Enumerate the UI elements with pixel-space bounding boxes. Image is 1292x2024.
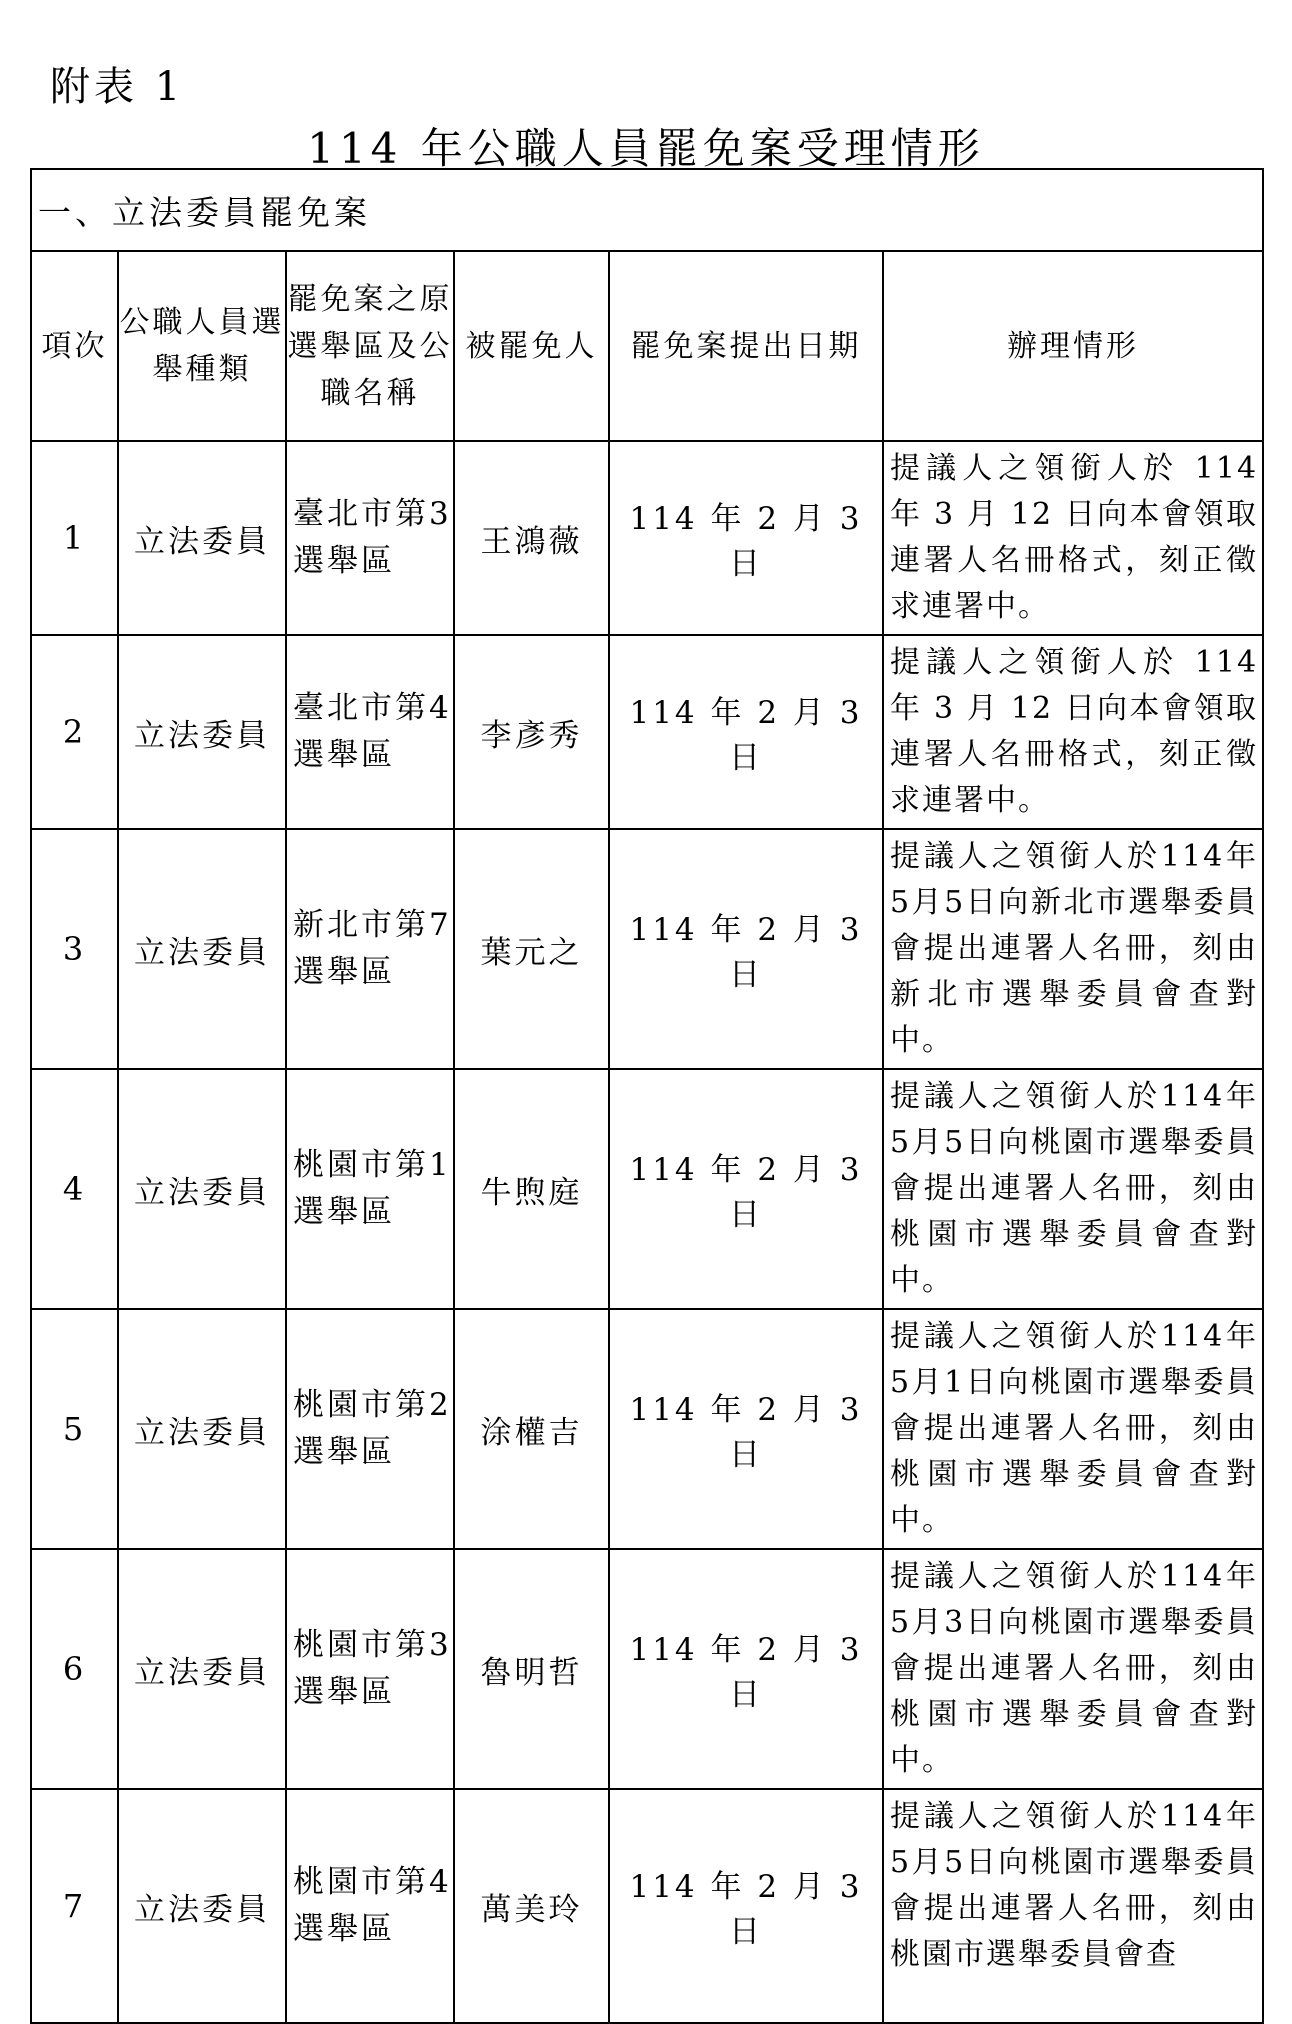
- cell-index: 3: [31, 829, 118, 1069]
- cell-election-type: 立法委員: [118, 1549, 286, 1789]
- cell-status: 提議人之領銜人於114年5月1日向桃園市選舉委員會提出連署人名冊，刻由桃園市選舉委員會查對中。: [883, 1309, 1263, 1549]
- table-row: [31, 441, 1263, 635]
- cell-status: 提議人之領銜人於 114 年 3 月 12 日向本會領取連署人名冊格式，刻正徵求連署中。: [883, 441, 1263, 635]
- table-row: [31, 1309, 1263, 1549]
- cell-recalled-person: 李彥秀: [454, 635, 609, 829]
- column-header-election-type: 公職人員選舉種類: [118, 251, 286, 441]
- cell-election-type: 立法委員: [118, 1789, 286, 2023]
- column-header-status: 辦理情形: [883, 251, 1263, 441]
- column-header-date: 罷免案提出日期: [609, 251, 883, 441]
- cell-index: 2: [31, 635, 118, 829]
- cell-index: 5: [31, 1309, 118, 1549]
- cell-election-type: 立法委員: [118, 1309, 286, 1549]
- cell-status: 提議人之領銜人於114年5月3日向桃園市選舉委員會提出連署人名冊，刻由桃園市選舉委員會查對中。: [883, 1549, 1263, 1789]
- table-row: [31, 1069, 1263, 1309]
- column-header-recalled-person: 被罷免人: [454, 251, 609, 441]
- cell-date: 114 年 2 月 3 日: [609, 829, 883, 1069]
- cell-date: 114 年 2 月 3 日: [609, 1069, 883, 1309]
- cell-date: 114 年 2 月 3 日: [609, 1549, 883, 1789]
- cell-status: 提議人之領銜人於114年5月5日向桃園市選舉委員會提出連署人名冊，刻由桃園市選舉委員會查: [883, 1789, 1263, 2023]
- cell-election-type: 立法委員: [118, 829, 286, 1069]
- cell-recalled-person: 王鴻薇: [454, 441, 609, 635]
- cell-district: 桃園市第4選舉區: [286, 1789, 454, 2023]
- table-row: [31, 829, 1263, 1069]
- cell-index: 1: [31, 441, 118, 635]
- table-header-row: [31, 251, 1263, 441]
- cell-recalled-person: 涂權吉: [454, 1309, 609, 1549]
- cell-district: 桃園市第2選舉區: [286, 1309, 454, 1549]
- cell-index: 6: [31, 1549, 118, 1789]
- cell-date: 114 年 2 月 3 日: [609, 1789, 883, 2023]
- cell-election-type: 立法委員: [118, 635, 286, 829]
- cell-election-type: 立法委員: [118, 441, 286, 635]
- recall-cases-table: [30, 168, 1264, 2024]
- cell-date: 114 年 2 月 3 日: [609, 1309, 883, 1549]
- table-row: [31, 635, 1263, 829]
- column-header-index: 項次: [31, 251, 118, 441]
- document-title: 114 年公職人員罷免案受理情形: [307, 124, 985, 173]
- cell-date: 114 年 2 月 3 日: [609, 441, 883, 635]
- cell-election-type: 立法委員: [118, 1069, 286, 1309]
- cell-index: 4: [31, 1069, 118, 1309]
- table-row: [31, 1789, 1263, 2023]
- cell-date: 114 年 2 月 3 日: [609, 635, 883, 829]
- cell-index: 7: [31, 1789, 118, 2023]
- cell-district: 桃園市第3選舉區: [286, 1549, 454, 1789]
- cell-recalled-person: 牛煦庭: [454, 1069, 609, 1309]
- attachment-label: 附表 1: [50, 64, 185, 110]
- cell-recalled-person: 葉元之: [454, 829, 609, 1069]
- cell-district: 臺北市第3選舉區: [286, 441, 454, 635]
- cell-district: 桃園市第1選舉區: [286, 1069, 454, 1309]
- cell-district: 臺北市第4選舉區: [286, 635, 454, 829]
- cell-status: 提議人之領銜人於114年5月5日向桃園市選舉委員會提出連署人名冊，刻由桃園市選舉委員會查對中。: [883, 1069, 1263, 1309]
- column-header-district: 罷免案之原選舉區及公職名稱: [286, 251, 454, 441]
- cell-status: 提議人之領銜人於114年5月5日向新北市選舉委員會提出連署人名冊，刻由新北市選舉委員會查對中。: [883, 829, 1263, 1069]
- section-title: 一、立法委員罷免案: [31, 169, 1263, 251]
- table-row: [31, 1549, 1263, 1789]
- cell-recalled-person: 萬美玲: [454, 1789, 609, 2023]
- cell-recalled-person: 魯明哲: [454, 1549, 609, 1789]
- cell-status: 提議人之領銜人於 114 年 3 月 12 日向本會領取連署人名冊格式，刻正徵求連署中。: [883, 635, 1263, 829]
- section-row: [31, 169, 1263, 251]
- cell-district: 新北市第7選舉區: [286, 829, 454, 1069]
